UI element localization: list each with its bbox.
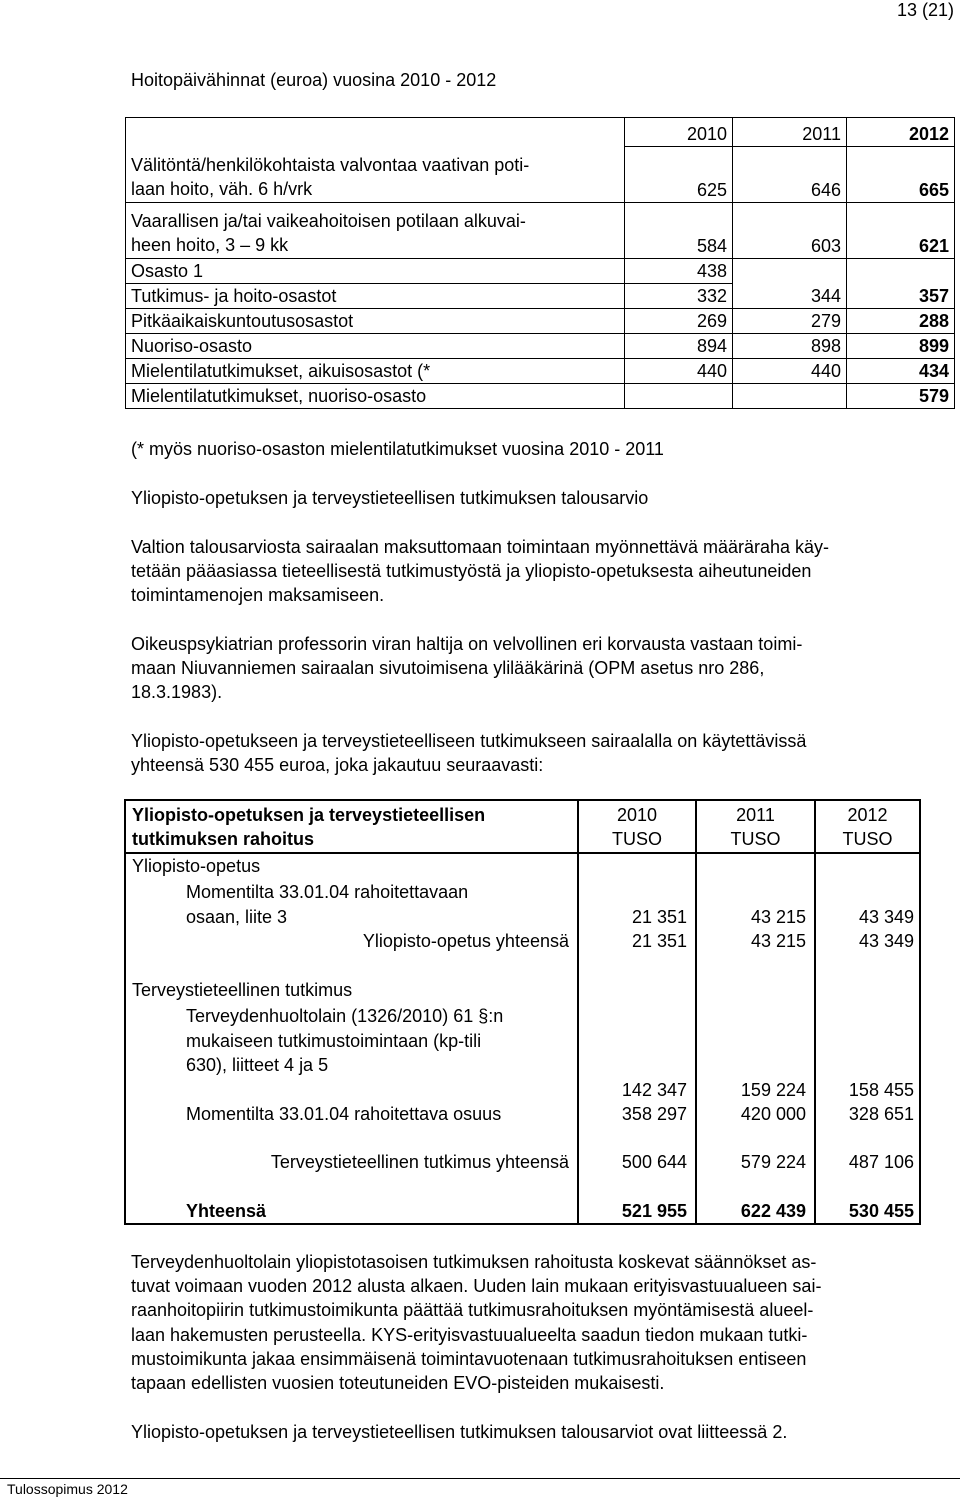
table-row — [126, 334, 955, 359]
research-total-2011: 579 224 — [740, 1152, 806, 1172]
research-item2-label: Momentilta 33.01.04 rahoitettava osuus — [186, 1104, 502, 1124]
research-item1-line1: Terveydenhuoltolain (1326/2010) 61 §:n — [186, 1006, 504, 1026]
table-header-row — [125, 800, 920, 853]
value-2010 — [625, 384, 733, 409]
teaching-total-2011: 43 215 — [750, 931, 806, 951]
value-2011: 279 — [733, 309, 847, 334]
grand-total-2010: 521 955 — [621, 1201, 687, 1221]
teaching-item-2010: 21 351 — [631, 907, 687, 927]
footer-divider — [0, 1478, 960, 1479]
value-2010: 440 — [625, 359, 733, 384]
year-header-2012: 2012 — [847, 118, 955, 147]
research-item2-2012: 328 651 — [848, 1104, 914, 1124]
grand-total-2012: 530 455 — [848, 1201, 914, 1221]
research-item1-2011: 159 224 — [740, 1080, 806, 1100]
research-heading: Terveystieteellinen tutkimus — [132, 980, 353, 1000]
research-item1-line3: 630), liitteet 4 ja 5 — [186, 1055, 329, 1075]
value-2010: 332 — [625, 283, 733, 309]
year-header-2010: 2010 TUSO — [578, 800, 696, 853]
teaching-total-label: Yliopisto-opetus yhteensä — [362, 931, 569, 951]
grand-total-2011: 622 439 — [740, 1201, 806, 1221]
value-2012: 357 — [847, 283, 955, 309]
table-row — [126, 384, 955, 409]
value-2010: 584 — [625, 202, 733, 258]
paragraph-health-care-act: Terveydenhuoltolain yliopistotasoisen tutkimuksen rahoitusta koskevat säännökset as- tuvat voimaan vuoden 2012 alusta alkaen. Uuden lain mukaan erityisvastuualueen sai- raanhoitopiirin tutkimustoimikunta päättää tutkimusrahoituksen myöntämisestä alueel- laan hakemusten perusteella. KYS-erityisvastuualueelta saadun tiedon mukaan tutki- mustoimikunta jakaa ensimmäisenä toimintavuotenaan tutkimusrahoituksen entiseen tapaan edellisten vuosien toteutuneiden EVO-pisteiden mukaisesti. — [131, 1252, 822, 1394]
year-header-2011: 2011 — [733, 118, 847, 147]
value-2010: 894 — [625, 334, 733, 359]
teaching-item-line1: Momentilta 33.01.04 rahoitettavaan — [186, 882, 469, 902]
year-header-2011: 2011 TUSO — [696, 800, 815, 853]
teaching-total-2010: 21 351 — [631, 931, 687, 951]
paragraph-funding-total: Yliopisto-opetukseen ja terveystieteelliseen tutkimukseen sairaalalla on käytettävissä yhteensä 530 455 euroa, joka jakautuu seuraavasti: — [131, 731, 807, 776]
funding-title-cell — [125, 800, 578, 853]
header-blank-cell — [126, 118, 625, 147]
value-2012: 288 — [847, 309, 955, 334]
value-2012 — [847, 258, 955, 283]
research-item2-2011: 420 000 — [740, 1104, 806, 1124]
table-row — [126, 202, 955, 258]
value-2010: 438 — [625, 258, 733, 283]
paragraph-appropriation: Valtion talousarviosta sairaalan maksuttomaan toimintaan myönnettävä määräraha käy- tetään pääasiassa tieteellisestä tutkimustyöstä ja yliopisto-opetuksesta aiheutuneiden toimintamenojen maksamiseen. — [131, 537, 830, 606]
funding-2010-cell — [578, 853, 696, 1224]
grand-total-label: Yhteensä — [186, 1201, 267, 1221]
row-label: Pitkäaikaiskuntoutusosastot — [126, 309, 625, 334]
teaching-total-2012: 43 349 — [858, 931, 914, 951]
paragraph-appendix: Yliopisto-opetuksen ja terveystieteellisen tutkimuksen talousarviot ovat liitteessä 2. — [131, 1422, 788, 1442]
funding-title-line1: Yliopisto-opetuksen ja terveystieteellisen — [132, 805, 486, 825]
funding-2011-cell — [696, 853, 815, 1224]
value-2012: 621 — [847, 202, 955, 258]
research-item1-2010: 142 347 — [621, 1080, 687, 1100]
funding-labels-cell — [125, 853, 578, 1224]
value-2011 — [733, 258, 847, 283]
funding-table — [124, 799, 921, 1225]
table-row — [126, 147, 955, 203]
value-2011 — [733, 384, 847, 409]
paragraph-professor: Oikeuspsykiatrian professorin viran haltija on velvollinen eri korvausta vastaan toimi- maan Niuvanniemen sairaalan sivutoimisena ylilääkärinä (OPM asetus nro 286, 18.3.1983). — [131, 634, 803, 703]
research-total-2012: 487 106 — [848, 1152, 914, 1172]
row-label: Mielentilatutkimukset, nuoriso-osasto — [126, 384, 625, 409]
row-label: Nuoriso-osasto — [126, 334, 625, 359]
footer-text: Tulossopimus 2012 — [7, 1481, 128, 1497]
daily-price-table — [125, 117, 955, 409]
funding-2012-cell — [815, 853, 920, 1224]
value-2012: 899 — [847, 334, 955, 359]
table-header-row — [126, 118, 955, 147]
value-2010: 625 — [625, 147, 733, 203]
teaching-item-line2: osaan, liite 3 — [186, 907, 288, 927]
research-item1-line2: mukaiseen tutkimustoimintaan (kp-tili — [186, 1031, 482, 1051]
value-2011: 344 — [733, 283, 847, 309]
value-2012: 579 — [847, 384, 955, 409]
value-2010: 269 — [625, 309, 733, 334]
value-2011: 898 — [733, 334, 847, 359]
research-total-2010: 500 644 — [621, 1152, 687, 1172]
year-header-2010: 2010 — [625, 118, 733, 147]
year-header-2012: 2012 TUSO — [815, 800, 920, 853]
research-item2-2010: 358 297 — [621, 1104, 687, 1124]
table-row — [126, 359, 955, 384]
teaching-item-2011: 43 215 — [750, 907, 806, 927]
funding-body-row — [125, 853, 920, 1224]
row-label: Mielentilatutkimukset, aikuisosastot (* — [126, 359, 625, 384]
row-label: Välitöntä/henkilökohtaista valvontaa vaativan poti- laan hoito, väh. 6 h/vrk — [126, 147, 625, 203]
table-row — [126, 309, 955, 334]
section-title: Hoitopäivähinnat (euroa) vuosina 2010 - 2012 — [131, 70, 497, 90]
value-2012: 434 — [847, 359, 955, 384]
funding-title-line2: tutkimuksen rahoitus — [132, 829, 315, 849]
teaching-item-2012: 43 349 — [858, 907, 914, 927]
subheading: Yliopisto-opetuksen ja terveystieteellisen tutkimuksen talousarvio — [131, 488, 649, 508]
table-row — [126, 258, 955, 283]
row-label: Vaarallisen ja/tai vaikeahoitoisen potilaan alkuvai- heen hoito, 3 – 9 kk — [126, 202, 625, 258]
value-2011: 603 — [733, 202, 847, 258]
research-total-label: Terveystieteellinen tutkimus yhteensä — [270, 1152, 569, 1172]
row-label: Osasto 1 — [126, 258, 625, 283]
teaching-heading: Yliopisto-opetus — [132, 856, 261, 876]
footnote: (* myös nuoriso-osaston mielentilatutkimukset vuosina 2010 - 2011 — [131, 439, 664, 459]
research-item1-2012: 158 455 — [848, 1080, 914, 1100]
value-2011: 440 — [733, 359, 847, 384]
value-2012: 665 — [847, 147, 955, 203]
page-number: 13 (21) — [896, 0, 954, 20]
table-row — [126, 283, 955, 309]
value-2011: 646 — [733, 147, 847, 203]
row-label: Tutkimus- ja hoito-osastot — [126, 283, 625, 309]
